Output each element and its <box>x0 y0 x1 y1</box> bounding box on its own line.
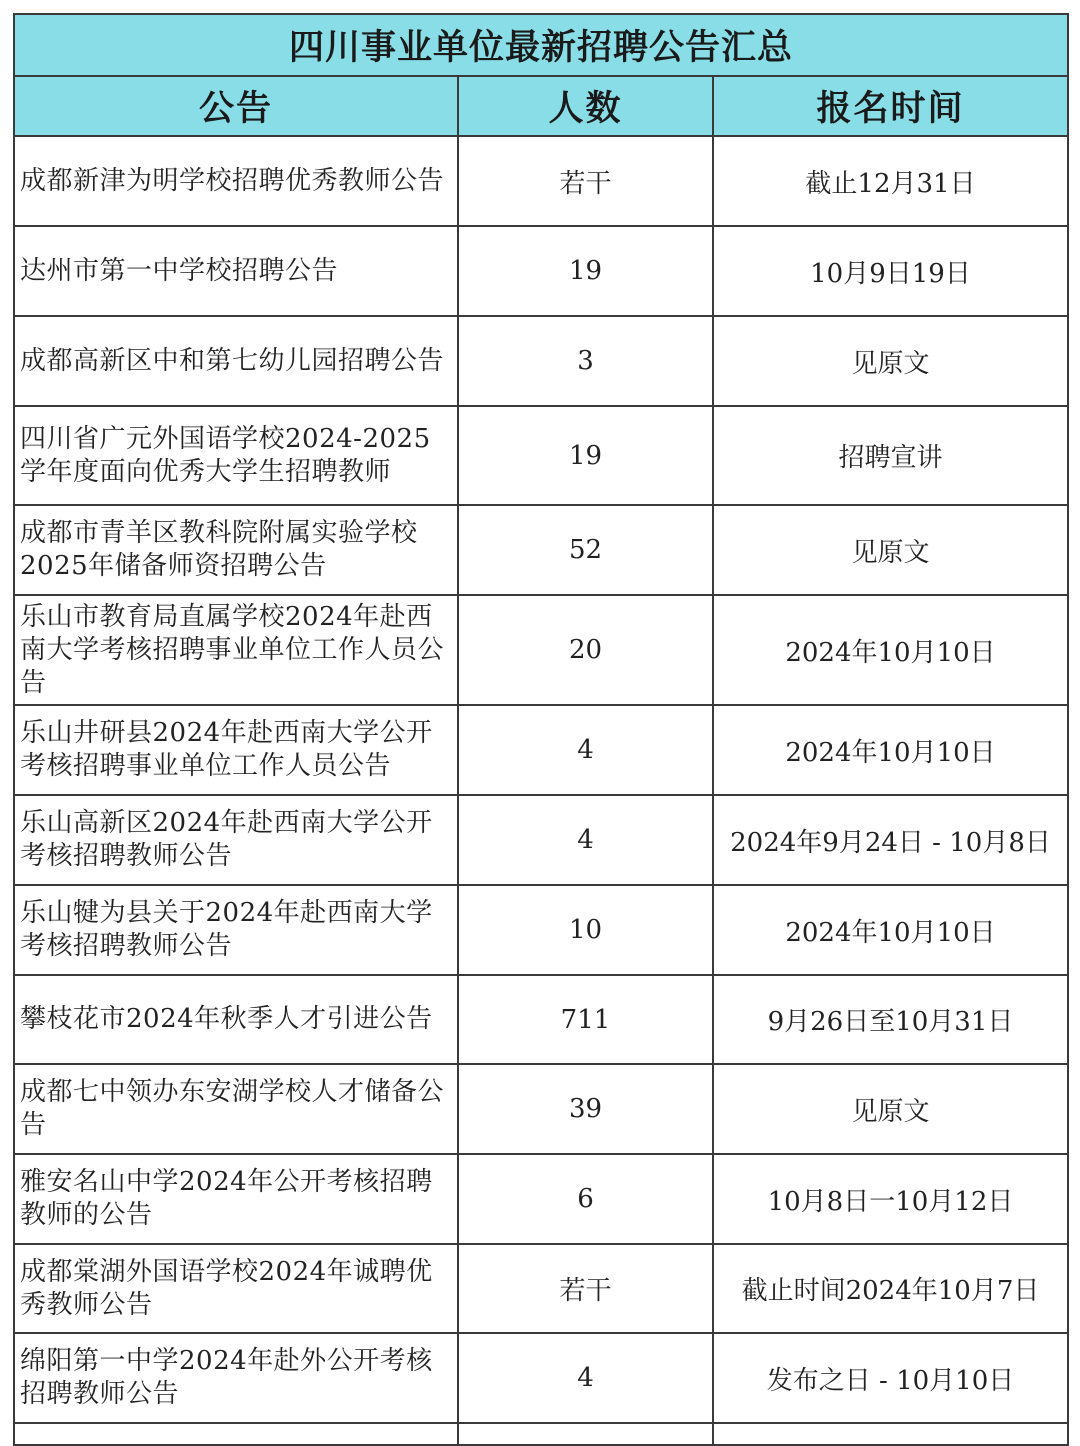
count-cell: 19 <box>458 226 713 316</box>
count-cell: 711 <box>458 975 713 1064</box>
notice-cell: 乐山市教育局直属学校2024年赴西南大学考核招聘事业单位工作人员公告 <box>14 595 458 705</box>
deadline-cell: 招聘宣讲 <box>713 406 1068 505</box>
empty-cell <box>14 1423 458 1445</box>
table-row <box>14 1064 1068 1154</box>
table-row <box>14 595 1068 705</box>
notice-cell: 乐山高新区2024年赴西南大学公开考核招聘教师公告 <box>14 795 458 885</box>
empty-cell <box>713 1423 1068 1445</box>
header-deadline: 报名时间 <box>713 76 1068 136</box>
deadline-cell: 2024年10月10日 <box>713 705 1068 795</box>
recruitment-table <box>13 13 1069 1446</box>
count-cell: 19 <box>458 406 713 505</box>
deadline-cell: 2024年9月24日 - 10月8日 <box>713 795 1068 885</box>
count-cell: 10 <box>458 885 713 975</box>
table-row <box>14 1244 1068 1333</box>
header-count: 人数 <box>458 76 713 136</box>
deadline-cell: 10月8日一10月12日 <box>713 1154 1068 1244</box>
title-row <box>14 14 1068 76</box>
table-row <box>14 226 1068 316</box>
deadline-cell: 9月26日至10月31日 <box>713 975 1068 1064</box>
notice-cell: 达州市第一中学校招聘公告 <box>14 226 458 316</box>
count-cell: 52 <box>458 505 713 595</box>
deadline-cell: 发布之日 - 10月10日 <box>713 1333 1068 1423</box>
notice-cell: 攀枝花市2024年秋季人才引进公告 <box>14 975 458 1064</box>
table-title: 四川事业单位最新招聘公告汇总 <box>14 14 1068 76</box>
table-row <box>14 505 1068 595</box>
count-cell: 若干 <box>458 1244 713 1333</box>
count-cell: 39 <box>458 1064 713 1154</box>
deadline-cell: 见原文 <box>713 505 1068 595</box>
count-cell: 4 <box>458 795 713 885</box>
notice-cell: 成都市青羊区教科院附属实验学校2025年储备师资招聘公告 <box>14 505 458 595</box>
deadline-cell: 见原文 <box>713 1064 1068 1154</box>
table-row <box>14 885 1068 975</box>
header-row <box>14 76 1068 136</box>
notice-cell: 绵阳第一中学2024年赴外公开考核招聘教师公告 <box>14 1333 458 1423</box>
notice-cell: 成都棠湖外国语学校2024年诚聘优秀教师公告 <box>14 1244 458 1333</box>
deadline-cell: 截止12月31日 <box>713 136 1068 226</box>
notice-cell: 雅安名山中学2024年公开考核招聘教师的公告 <box>14 1154 458 1244</box>
count-cell: 20 <box>458 595 713 705</box>
notice-cell: 成都新津为明学校招聘优秀教师公告 <box>14 136 458 226</box>
table-row <box>14 316 1068 406</box>
count-cell: 4 <box>458 705 713 795</box>
table-row <box>14 795 1068 885</box>
notice-cell: 四川省广元外国语学校2024-2025学年度面向优秀大学生招聘教师 <box>14 406 458 505</box>
table-row <box>14 705 1068 795</box>
table-row-partial <box>14 1423 1068 1445</box>
empty-cell <box>458 1423 713 1445</box>
table-row <box>14 406 1068 505</box>
deadline-cell: 见原文 <box>713 316 1068 406</box>
table-row <box>14 136 1068 226</box>
notice-cell: 成都七中领办东安湖学校人才储备公告 <box>14 1064 458 1154</box>
header-notice: 公告 <box>14 76 458 136</box>
table-row <box>14 1154 1068 1244</box>
notice-cell: 乐山犍为县关于2024年赴西南大学考核招聘教师公告 <box>14 885 458 975</box>
count-cell: 6 <box>458 1154 713 1244</box>
count-cell: 3 <box>458 316 713 406</box>
count-cell: 若干 <box>458 136 713 226</box>
deadline-cell: 10月9日19日 <box>713 226 1068 316</box>
notice-cell: 乐山井研县2024年赴西南大学公开考核招聘事业单位工作人员公告 <box>14 705 458 795</box>
count-cell: 4 <box>458 1333 713 1423</box>
table-row <box>14 1333 1068 1423</box>
table-row <box>14 975 1068 1064</box>
notice-cell: 成都高新区中和第七幼儿园招聘公告 <box>14 316 458 406</box>
deadline-cell: 2024年10月10日 <box>713 885 1068 975</box>
deadline-cell: 截止时间2024年10月7日 <box>713 1244 1068 1333</box>
deadline-cell: 2024年10月10日 <box>713 595 1068 705</box>
